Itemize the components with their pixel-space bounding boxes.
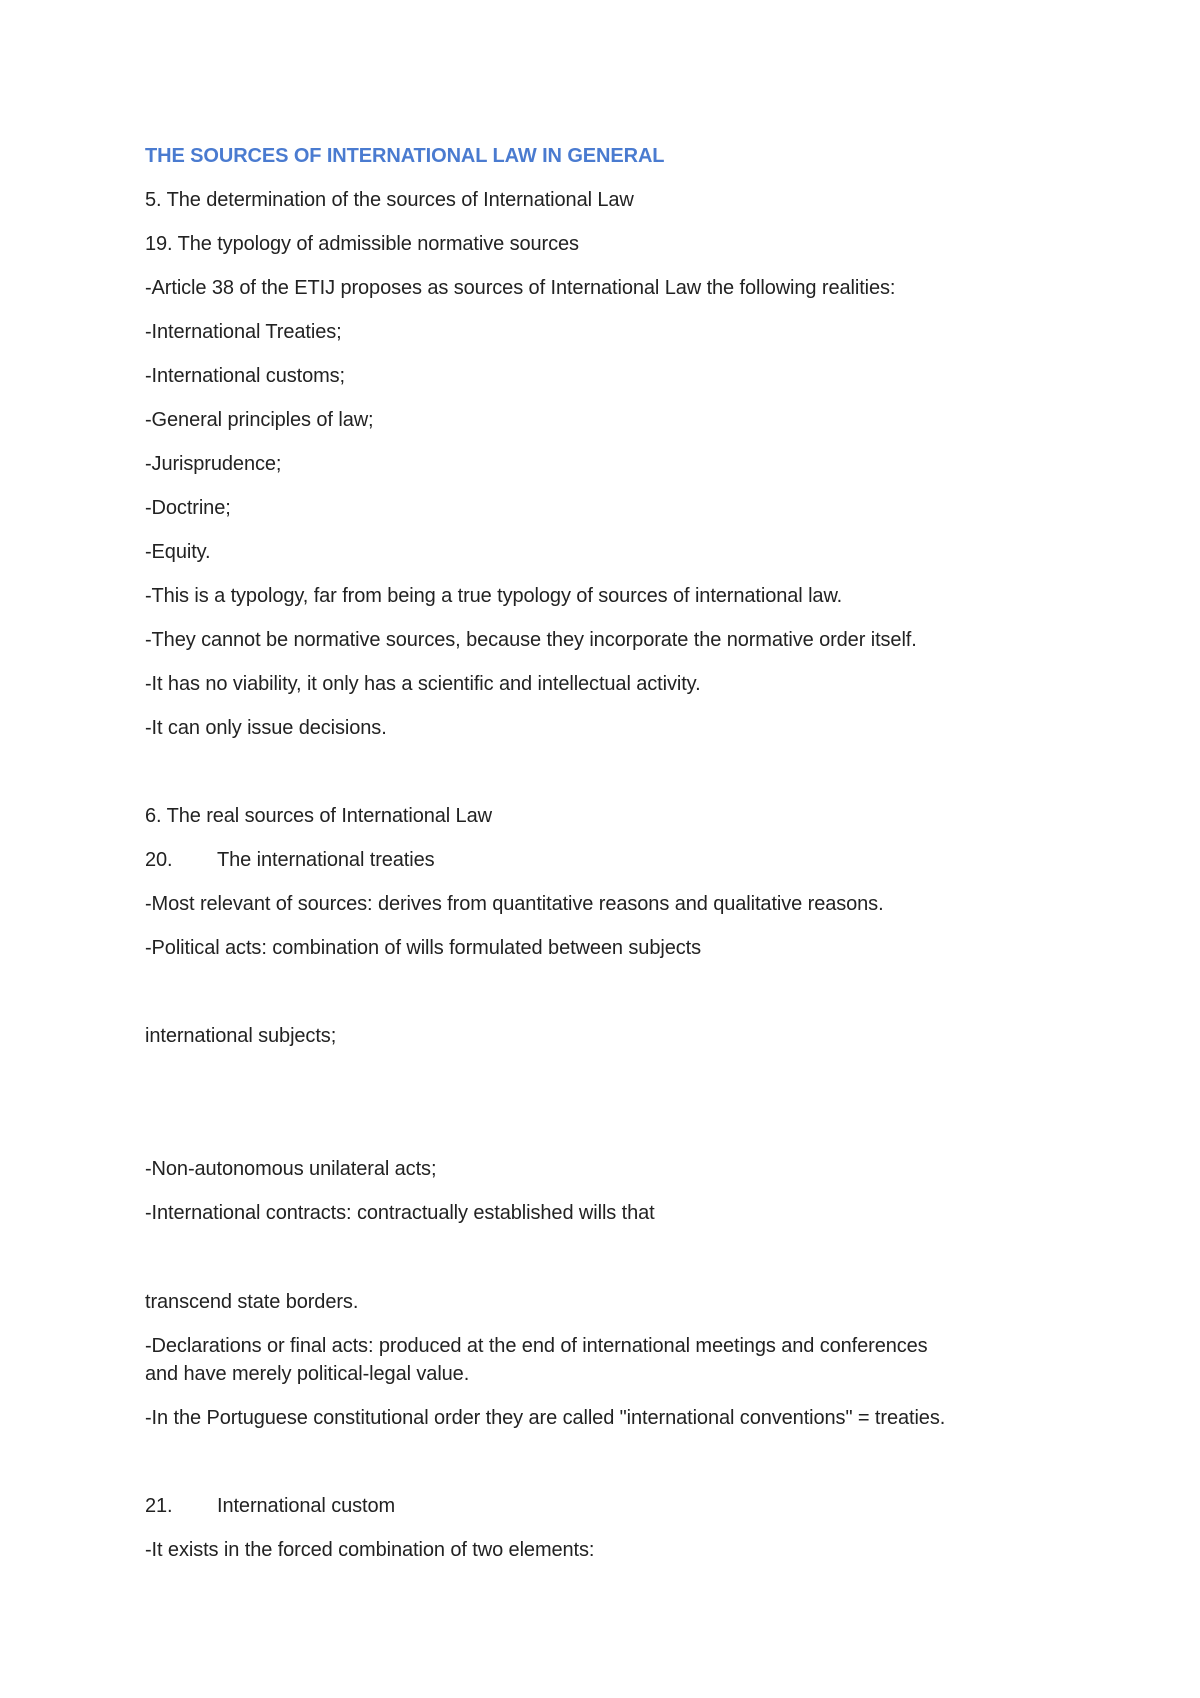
paragraph-line: international subjects; <box>145 1025 337 1047</box>
section-5-heading: 5. The determination of the sources of International Law <box>145 189 634 211</box>
paragraph-line: -Declarations or final acts: produced at the end of international meetings and conferences <box>145 1335 928 1357</box>
subsection-21-heading <box>145 1492 395 1520</box>
document-title: THE SOURCES OF INTERNATIONAL LAW IN GENERAL <box>145 145 665 167</box>
paragraph-line: -This is a typology, far from being a true typology of sources of international law. <box>145 585 843 607</box>
paragraph-line: -Non-autonomous unilateral acts; <box>145 1158 437 1180</box>
paragraph-line: transcend state borders. <box>145 1291 359 1313</box>
paragraph-line: -It has no viability, it only has a scientific and intellectual activity. <box>145 673 701 695</box>
list-item: -International customs; <box>145 365 346 387</box>
list-item: -General principles of law; <box>145 409 374 431</box>
paragraph-line: -It can only issue decisions. <box>145 717 387 739</box>
section-6-heading: 6. The real sources of International Law <box>145 805 492 827</box>
paragraph-line: -Political acts: combination of wills formulated between subjects <box>145 937 701 959</box>
subsection-20-heading <box>145 846 435 874</box>
list-item: -International Treaties; <box>145 321 342 343</box>
subsection-19-heading: 19. The typology of admissible normative sources <box>145 233 579 255</box>
paragraph-line: -It exists in the forced combination of two elements: <box>145 1539 595 1561</box>
subsection-number: 20. <box>145 849 173 871</box>
paragraph-line: and have merely political-legal value. <box>145 1363 470 1385</box>
paragraph-line: -International contracts: contractually established wills that <box>145 1202 655 1224</box>
subsection-title: The international treaties <box>217 849 435 871</box>
paragraph-line: -Article 38 of the ETIJ proposes as sources of International Law the following realities: <box>145 277 896 299</box>
list-item: -Jurisprudence; <box>145 453 282 475</box>
paragraph-line: -Most relevant of sources: derives from quantitative reasons and qualitative reasons. <box>145 893 884 915</box>
subsection-number: 21. <box>145 1495 173 1517</box>
list-item: -Equity. <box>145 541 211 563</box>
subsection-title: International custom <box>217 1495 396 1517</box>
paragraph-line: -They cannot be normative sources, because they incorporate the normative order itself. <box>145 629 917 651</box>
list-item: -Doctrine; <box>145 497 231 519</box>
paragraph-line: -In the Portuguese constitutional order they are called "international conventions" = treaties. <box>145 1407 946 1429</box>
